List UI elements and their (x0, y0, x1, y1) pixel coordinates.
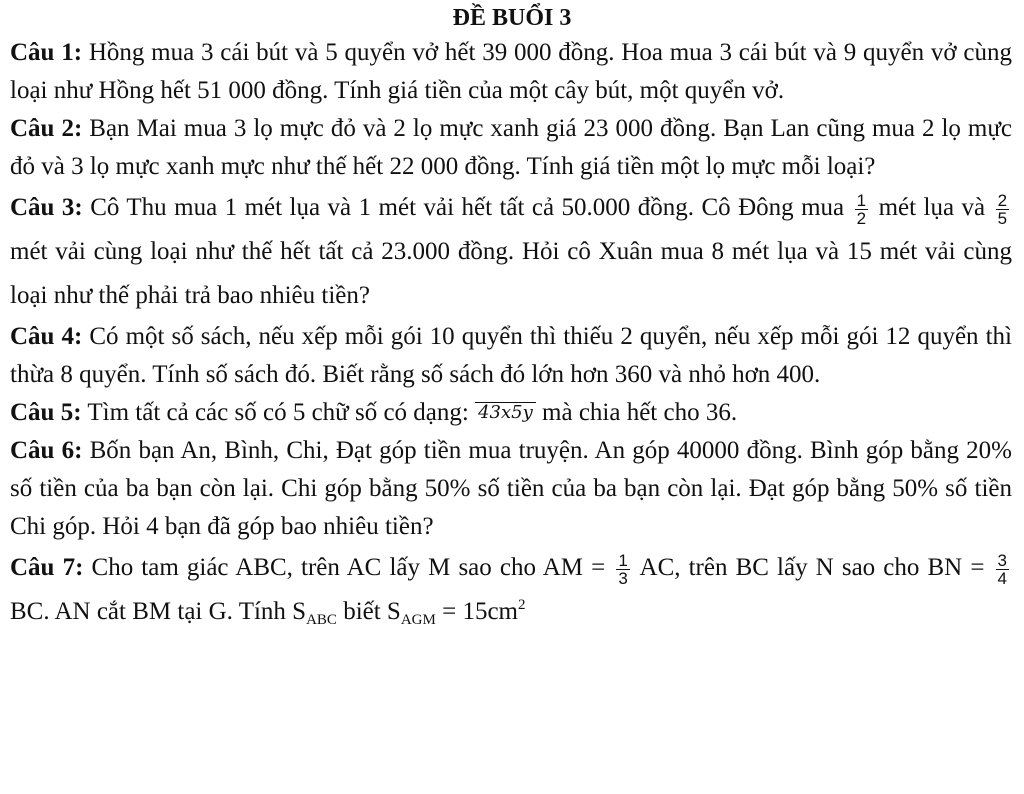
question-2 (10, 110, 1012, 186)
page-title: ĐỀ BUỔI 3 (452, 5, 572, 31)
question-6-text: Bốn bạn An, Bình, Chi, Đạt góp tiền mua truyện. An góp 40000 đồng. Bình góp bằng 20% số tiền của ba bạn còn lại. Chi góp bằng 50% số tiền của ba bạn còn lại. Đạt góp bằng 50% số tiền Chi góp. Hỏi 4 bạn đã góp bao nhiêu tiền? (10, 437, 1012, 540)
question-5-label: Câu 5: (10, 399, 82, 426)
question-5-text-a: Tìm tất cả các số có 5 chữ số có dạng: (87, 399, 469, 426)
overlined-number-form: 43x5y (475, 402, 536, 423)
question-6-label: Câu 6: (10, 437, 83, 464)
question-7-label: Câu 7: (10, 554, 84, 581)
question-2-text: Bạn Mai mua 3 lọ mực đỏ và 2 lọ mực xanh giá 23 000 đồng. Bạn Lan cũng mua 2 lọ mực đỏ và 3 lọ mực xanh mực như thế hết 22 000 đồng. Tính giá tiền một lọ mực mỗi loại? (10, 115, 1012, 180)
fraction-two-fifths (996, 192, 1009, 227)
question-3-label: Câu 3: (10, 194, 83, 221)
question-7-text-a: Cho tam giác ABC, trên AC lấy M sao cho AM = (91, 554, 606, 581)
fraction-numerator: 3 (997, 550, 1007, 570)
fraction-denominator: 2 (856, 208, 867, 228)
question-5-text-b: mà chia hết cho 36. (542, 399, 738, 426)
fraction-numerator: 1 (618, 550, 628, 570)
question-7-text-c: BC. AN cắt BM tại G. Tính S (10, 598, 307, 625)
question-6 (10, 432, 1012, 546)
question-2-label: Câu 2: (10, 115, 83, 142)
question-1-label: Câu 1: (10, 39, 83, 66)
question-4 (10, 318, 1012, 394)
subscript-agm: AGM (400, 612, 436, 628)
question-7-text-e: = 15cm (435, 598, 519, 625)
fraction-one-third (616, 552, 629, 587)
question-3-text-c: mét vải cùng loại như thế hết tất cả 23.000 đồng. Hỏi cô Xuân mua 8 mét lụa và 15 mét vải cùng loại như thế phải trả bao nhiêu tiền? (10, 238, 1012, 309)
question-4-label: Câu 4: (10, 323, 83, 350)
fraction-three-quarters (996, 552, 1009, 587)
fraction-numerator: 2 (997, 190, 1008, 210)
fraction-denominator: 5 (997, 208, 1008, 228)
fraction-denominator: 3 (618, 568, 628, 588)
superscript-squared: 2 (518, 597, 526, 613)
question-1-text: Hồng mua 3 cái bút và 5 quyển vở hết 39 000 đồng. Hoa mua 3 cái bút và 9 quyển vở cùng loại như Hồng hết 51 000 đồng. Tính giá tiền của một cây bút, một quyển vở. (10, 39, 1013, 104)
exercise-list (10, 34, 1012, 634)
fraction-one-half (855, 192, 868, 227)
question-3-text-b: mét lụa và (878, 194, 986, 221)
question-1 (10, 34, 1012, 110)
question-5 (10, 394, 1012, 432)
question-3 (10, 186, 1012, 318)
question-7-text-d: biết S (336, 598, 401, 625)
question-7-text-b: AC, trên BC lấy N sao cho BN = (639, 554, 985, 581)
question-4-text: Có một số sách, nếu xếp mỗi gói 10 quyển thì thiếu 2 quyển, nếu xếp mỗi gói 12 quyển thì thừa 8 quyển. Tính số sách đó. Biết rằng số sách đó lớn hơn 360 và nhỏ hơn 400. (10, 323, 1012, 388)
question-7 (10, 546, 1012, 634)
subscript-abc: ABC (306, 612, 337, 628)
fraction-numerator: 1 (856, 190, 867, 210)
fraction-denominator: 4 (997, 568, 1007, 588)
question-3-text-a: Cô Thu mua 1 mét lụa và 1 mét vải hết tất cả 50.000 đồng. Cô Đông mua (90, 194, 845, 221)
